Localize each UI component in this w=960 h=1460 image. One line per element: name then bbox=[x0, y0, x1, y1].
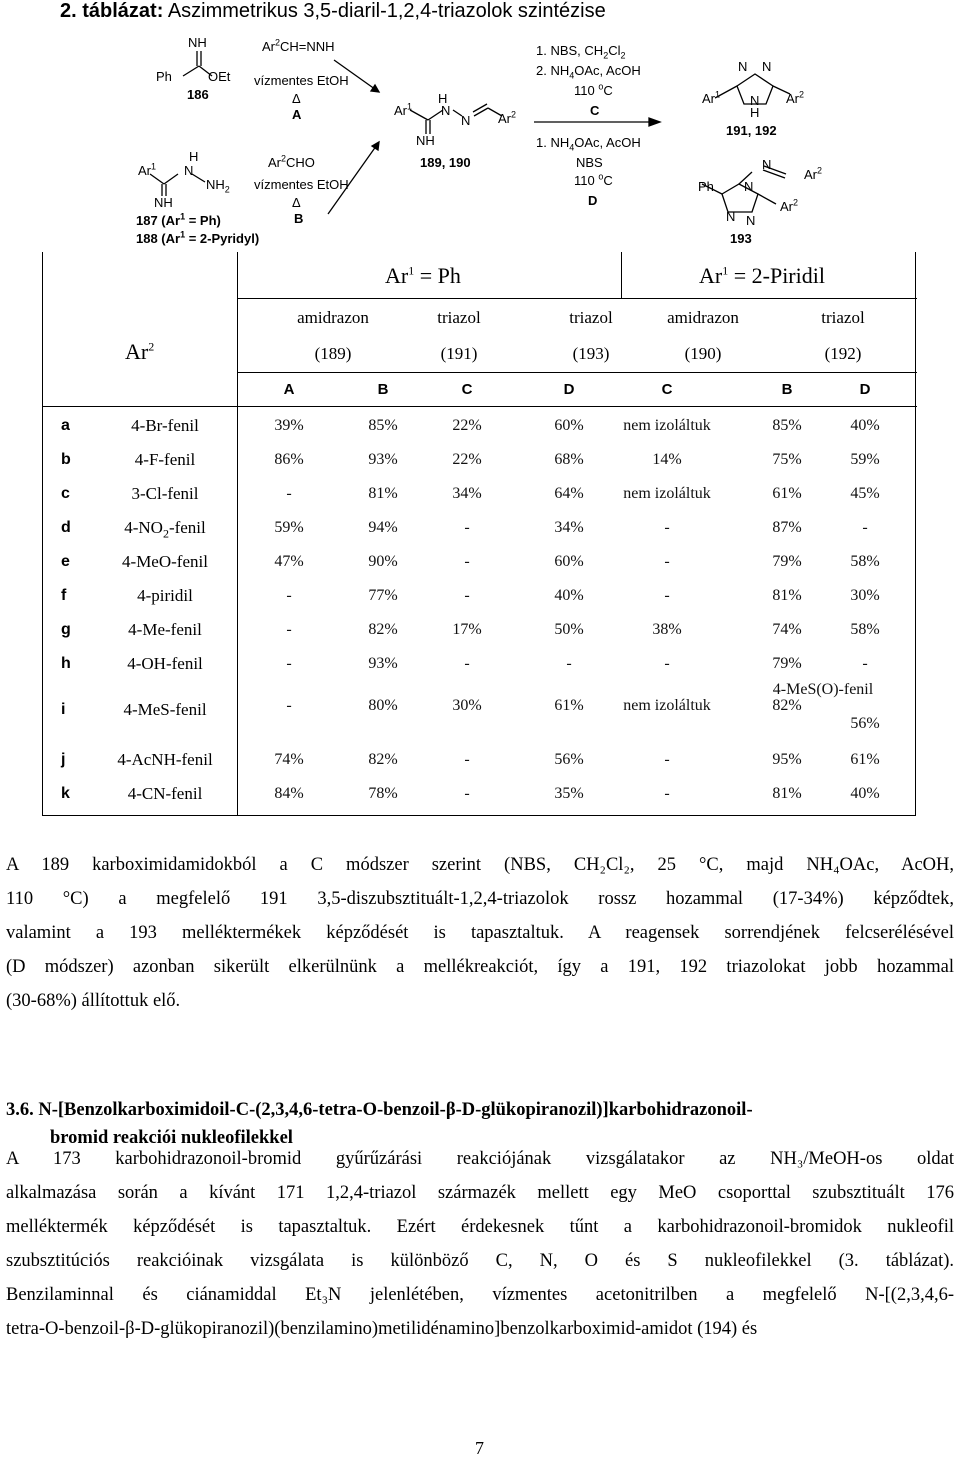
table-cell: nem izoláltuk bbox=[623, 417, 711, 434]
rule bbox=[237, 252, 238, 816]
table-cell: 93% bbox=[368, 451, 398, 468]
row-substituent: 4-MeS-fenil bbox=[123, 700, 207, 719]
atom-ar1: Ar$^1$ bbox=[702, 89, 721, 106]
paragraph-1 bbox=[6, 848, 954, 1018]
table-cell: 22% bbox=[452, 451, 482, 468]
row-letter: d bbox=[61, 519, 71, 536]
atom-ar1: Ar$^1$ bbox=[138, 161, 157, 178]
paragraph-2 bbox=[6, 1142, 954, 1346]
text-line: (30-68%) állítottuk elő. bbox=[6, 991, 181, 1011]
table-cell: 30% bbox=[850, 587, 880, 604]
row-substituent: 4-OH-fenil bbox=[127, 654, 203, 673]
row-substituent: 4-AcNH-fenil bbox=[117, 750, 213, 769]
method-c: C bbox=[590, 103, 600, 118]
row-letter: a bbox=[61, 417, 70, 434]
table-cell: 81% bbox=[772, 785, 802, 802]
table-cell: 81% bbox=[368, 485, 398, 502]
atom-nh: NH bbox=[188, 35, 207, 50]
table-cell: - bbox=[464, 553, 470, 570]
column-number-header: (191) bbox=[440, 344, 478, 363]
text-line: valamint a 193 melléktermékek képződését is tapasztaltuk. A reagensek sorrendjének felcserélésével bbox=[6, 923, 954, 943]
table-cell: 34% bbox=[554, 519, 584, 536]
page-number: 7 bbox=[475, 1438, 484, 1458]
text-line: tetra-O-benzoil-β-D-glükopiranozil)(benzilamino)metilidénamino]benzolkarboximid-amidot (194) és bbox=[6, 1319, 758, 1339]
text-line: szubsztitúciós reakcióinak vizsgálata is különböző C, N, O és S nukleofilekkel (3. táblázat). bbox=[6, 1251, 954, 1271]
table-cell-note: 4-MeS(O)-fenil bbox=[772, 681, 874, 698]
atom-n: N bbox=[461, 113, 471, 128]
table-cell: 93% bbox=[368, 655, 398, 672]
atom-ar2: Ar$^2$ bbox=[786, 89, 805, 106]
atom-ph: Ph bbox=[156, 69, 172, 84]
text-line: A 173 karbohidrazonoil-bromid gyűrűzárási reakciójának vizsgálatakor az NH₃/MeOH-os oldat bbox=[6, 1149, 954, 1169]
table-cell: 39% bbox=[274, 417, 304, 434]
compound-187: 187 $(Ar^1 = Ph)$ bbox=[136, 211, 221, 228]
column-number-header: (193) bbox=[572, 344, 610, 363]
group-pyridyl-header: $Ar^1$ = 2-Piridil bbox=[699, 263, 825, 288]
row-letter: j bbox=[61, 751, 66, 768]
table-cell: 59% bbox=[850, 451, 880, 468]
reagent-d-line1: 1. $NH_4OAc$, AcOH bbox=[536, 135, 641, 153]
column-type-header: triazol bbox=[569, 308, 613, 327]
row-substituent: 4-Me-fenil bbox=[128, 620, 202, 639]
table-cell: 58% bbox=[850, 553, 880, 570]
atom-ph: Ph bbox=[698, 179, 714, 194]
table-cell: - bbox=[464, 785, 470, 802]
atom-n: N bbox=[750, 93, 760, 108]
table-cell: - bbox=[664, 587, 670, 604]
reagent-c-line2: 2. $NH_4OAc$, AcOH bbox=[536, 63, 641, 81]
table-cell: nem izoláltuk bbox=[623, 697, 711, 714]
method-d: D bbox=[588, 193, 598, 208]
row-substituent: 4-Br-fenil bbox=[131, 416, 199, 435]
table-cell: 75% bbox=[772, 451, 802, 468]
column-number-header: (190) bbox=[684, 344, 722, 363]
table-cell: 80% bbox=[368, 697, 398, 714]
table-cell: - bbox=[286, 655, 292, 672]
table-cell: 81% bbox=[772, 587, 802, 604]
text-line: 110 °C) a megfelelő 191 3,5-diszubsztituált-1,2,4-triazolok rossz hozammal (17-34%) képződtek, bbox=[6, 889, 954, 909]
atom-ar1: Ar$^1$ bbox=[394, 101, 413, 118]
table-cell: - bbox=[664, 655, 670, 672]
row-letter: k bbox=[61, 785, 70, 802]
atom-oet: OEt bbox=[208, 69, 231, 84]
row-substituent: 4-MeO-fenil bbox=[122, 552, 208, 571]
table-cell: 82% bbox=[772, 697, 802, 714]
row-letter: f bbox=[61, 587, 67, 604]
table-cell: - bbox=[664, 785, 670, 802]
atom-ar2: Ar$^2$ bbox=[804, 165, 823, 182]
table-cell: 58% bbox=[850, 621, 880, 638]
table-cell: - bbox=[862, 655, 868, 672]
method-header: D bbox=[859, 381, 871, 398]
table-cell: 61% bbox=[850, 751, 880, 768]
table-cell: - bbox=[664, 553, 670, 570]
reagent-a-line2: vízmentes EtOH bbox=[254, 73, 349, 88]
row-substituent: 4-piridil bbox=[137, 586, 193, 605]
compound-193: 193 bbox=[730, 231, 752, 246]
text-line: A 189 karboximidamidokból a C módszer szerint (NBS, CH₂Cl₂, 25 °C, majd NH₄OAc, AcOH, bbox=[6, 855, 954, 875]
reagent-a-line1: $Ar^2CH=NNH$ bbox=[262, 37, 335, 54]
table-cell: - bbox=[286, 697, 292, 714]
reagent-c-line3: 110 $^o$C bbox=[574, 81, 613, 98]
table-cell: 35% bbox=[554, 785, 584, 802]
table-cell: - bbox=[664, 751, 670, 768]
text-line: Benzilaminnal és ciánamiddal Et₃N jelenlétében, vízmentes acetonitrilben a megfelelő N-[(2,3,4,6- bbox=[6, 1285, 954, 1305]
section-heading-line2: bromid reakciói nukleofilekkel bbox=[50, 1128, 293, 1148]
method-b: B bbox=[294, 211, 304, 226]
table-cell: 82% bbox=[368, 621, 398, 638]
table-cell: - bbox=[566, 655, 572, 672]
table-cell: - bbox=[464, 519, 470, 536]
table-cell: - bbox=[286, 485, 292, 502]
reagent-b-line3: Δ bbox=[292, 195, 301, 210]
compound-191-192: 191, 192 bbox=[726, 123, 777, 138]
yield-table bbox=[42, 252, 916, 816]
table-cell: 87% bbox=[772, 519, 802, 536]
row-substituent: 4-CN-fenil bbox=[127, 784, 203, 803]
table-cell: 22% bbox=[452, 417, 482, 434]
table-cell: 40% bbox=[850, 417, 880, 434]
row-letter: g bbox=[61, 621, 71, 638]
group-ph-header: $Ar^1 = Ph$ bbox=[385, 263, 461, 288]
atom-h: H bbox=[438, 91, 448, 106]
table-cell: 60% bbox=[554, 553, 584, 570]
table-cell: 85% bbox=[368, 417, 398, 434]
method-header: C bbox=[661, 381, 673, 398]
reagent-b-line1: Ar$^2$CHO bbox=[268, 153, 315, 170]
reaction-scheme bbox=[42, 34, 916, 252]
atom-n: N bbox=[184, 163, 194, 178]
table-cell: 77% bbox=[368, 587, 398, 604]
column-type-header: triazol bbox=[821, 308, 865, 327]
table-cell: nem izoláltuk bbox=[623, 485, 711, 502]
table-cell: 17% bbox=[452, 621, 482, 638]
row-letter: e bbox=[61, 553, 70, 570]
atom-ar2: Ar$^2$ bbox=[498, 109, 517, 126]
table-cell: 61% bbox=[554, 697, 584, 714]
table-cell: 94% bbox=[368, 519, 398, 536]
table-cell: 30% bbox=[452, 697, 482, 714]
table-cell: 79% bbox=[772, 655, 802, 672]
table-cell: 47% bbox=[274, 553, 304, 570]
row-substituent: $4-NO_2$-fenil bbox=[124, 518, 206, 541]
row-substituent: 4-F-fenil bbox=[134, 450, 196, 469]
table-cell: - bbox=[664, 519, 670, 536]
row-letter: h bbox=[61, 655, 71, 672]
column-number-header: (189) bbox=[314, 344, 352, 363]
table-cell: - bbox=[862, 519, 868, 536]
row-letter: i bbox=[61, 701, 66, 718]
table-cell: 50% bbox=[554, 621, 584, 638]
table-cell: - bbox=[286, 587, 292, 604]
atom-nh: NH bbox=[416, 133, 435, 148]
column-number-header: (192) bbox=[824, 344, 862, 363]
reagent-b-line2: vízmentes EtOH bbox=[254, 177, 349, 192]
table-cell: 74% bbox=[772, 621, 802, 638]
table-cell: 56% bbox=[554, 751, 584, 768]
rule bbox=[237, 298, 917, 299]
table-cell: 95% bbox=[772, 751, 802, 768]
atom-n: N bbox=[744, 179, 754, 194]
table-cell: 56% bbox=[850, 715, 880, 732]
method-header: A bbox=[283, 381, 295, 398]
atom-h: H bbox=[189, 149, 199, 164]
method-header: D bbox=[563, 381, 575, 398]
rule bbox=[621, 252, 622, 298]
table-cell: 45% bbox=[850, 485, 880, 502]
text-line: melléktermék képződését is tapasztaltuk. Ezért érdekesnek tűnt a karbohidrazonoil-bromidok nukleofil bbox=[6, 1217, 954, 1237]
table-cell: 85% bbox=[772, 417, 802, 434]
method-header: B bbox=[377, 381, 389, 398]
table-caption: 2. táblázat: Aszimmetrikus 3,5-diaril-1,2,4-triazolok szintézise bbox=[60, 0, 606, 22]
table-cell: 82% bbox=[368, 751, 398, 768]
atom-ar2: Ar$^2$ bbox=[780, 197, 799, 214]
table-cell: - bbox=[464, 751, 470, 768]
table-cell: - bbox=[286, 621, 292, 638]
table-cell: 14% bbox=[652, 451, 682, 468]
table-cell: 84% bbox=[274, 785, 304, 802]
atom-nh2: $NH_2$ bbox=[206, 177, 230, 195]
reagent-d-line2: NBS bbox=[576, 155, 603, 170]
reagent-d-line3: 110 $^o$C bbox=[574, 171, 613, 188]
table-cell: 40% bbox=[850, 785, 880, 802]
ar2-header: Ar$^2$ bbox=[125, 339, 155, 364]
table-cell: 64% bbox=[554, 485, 584, 502]
compound-188: 188 ($Ar^1$ = 2-Pyridyl) bbox=[136, 229, 260, 246]
atom-n: N bbox=[762, 59, 772, 74]
atom-n: N bbox=[441, 103, 451, 118]
reagent-c-line1: 1. NBS, $CH_2Cl_2$ bbox=[536, 43, 626, 61]
table-cell: 40% bbox=[554, 587, 584, 604]
rule bbox=[237, 372, 917, 373]
compound-189-190: 189, 190 bbox=[420, 155, 471, 170]
section-heading-line1: 3.6. N-[Benzolkarboximidoil-C-(2,3,4,6-tetra-O-benzoil-β-D-glükopiranozil)]karbohidrazonoil- bbox=[6, 1100, 753, 1120]
atom-n: N bbox=[738, 59, 748, 74]
row-letter: c bbox=[61, 485, 70, 502]
reagent-a-line3: Δ bbox=[292, 91, 301, 106]
method-header: C bbox=[461, 381, 473, 398]
method-header: B bbox=[781, 381, 793, 398]
text-line: alkalmazása során a kívánt 171 1,2,4-triazol származék mellett egy MeO csoporttal szubsztituált 176 bbox=[6, 1183, 954, 1203]
table-cell: 79% bbox=[772, 553, 802, 570]
table-cell: 34% bbox=[452, 485, 482, 502]
atom-n: N bbox=[746, 213, 756, 228]
table-cell: 59% bbox=[274, 519, 304, 536]
table-cell: 74% bbox=[274, 751, 304, 768]
column-type-header: amidrazon bbox=[297, 308, 369, 327]
table-cell: 78% bbox=[368, 785, 398, 802]
column-type-header: amidrazon bbox=[667, 308, 739, 327]
table-cell: 90% bbox=[368, 553, 398, 570]
table-cell: 38% bbox=[652, 621, 682, 638]
table-cell: 68% bbox=[554, 451, 584, 468]
atom-h: H bbox=[750, 105, 760, 120]
table-cell: - bbox=[464, 655, 470, 672]
rule bbox=[43, 406, 917, 407]
table-cell: - bbox=[464, 587, 470, 604]
text-line: (D módszer) azonban sikerült elkerülnünk a mellékreakciót, így a 191, 192 triazolokat jobb hozammal bbox=[6, 957, 954, 977]
atom-n: N bbox=[726, 209, 736, 224]
table-cell: 60% bbox=[554, 417, 584, 434]
table-cell: 61% bbox=[772, 485, 802, 502]
atom-n: N bbox=[762, 157, 772, 172]
method-a: A bbox=[292, 107, 302, 122]
row-substituent: 3-Cl-fenil bbox=[131, 484, 199, 503]
atom-nh: NH bbox=[154, 195, 173, 210]
table-cell: 86% bbox=[274, 451, 304, 468]
row-letter: b bbox=[61, 451, 71, 468]
column-type-header: triazol bbox=[437, 308, 481, 327]
compound-186: 186 bbox=[187, 87, 209, 102]
